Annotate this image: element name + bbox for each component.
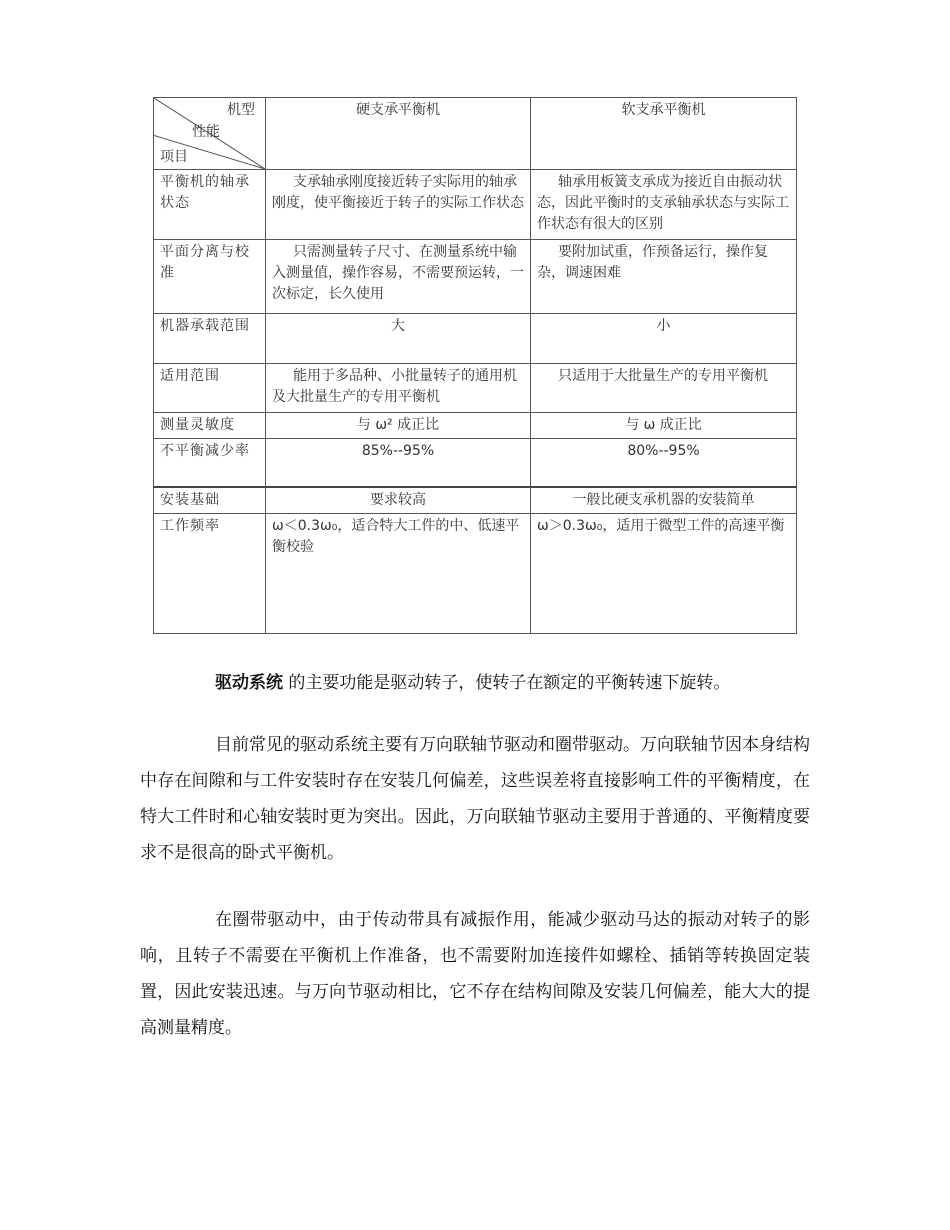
row-soft-cell: 小 <box>531 314 797 364</box>
row-soft-cell: 一般比硬支承机器的安装简单 <box>531 487 797 514</box>
row-label: 测量灵敏度 <box>154 413 266 439</box>
row-soft-cell: 只适用于大批量生产的专用平衡机 <box>531 364 797 413</box>
header-hard-support: 硬支承平衡机 <box>266 98 531 170</box>
row-hard-cell: 大 <box>266 314 531 364</box>
diagonal-header-cell <box>154 98 266 170</box>
row-label: 机器承载范围 <box>154 314 266 364</box>
row-hard-cell: 能用于多品种、小批量转子的通用机及大批量生产的专用平衡机 <box>266 364 531 413</box>
header-model-label: 机型 <box>227 102 255 118</box>
table-row <box>154 364 797 413</box>
table-row <box>154 240 797 314</box>
comparison-table-wrapper <box>153 97 796 634</box>
row-soft-cell: 要附加试重，作预备运行，操作复杂，调速困难 <box>531 240 797 314</box>
row-label: 工作频率 <box>154 513 266 633</box>
table-row <box>154 170 797 240</box>
row-soft-cell: 轴承用板簧支承成为接近自由振动状态，因此平衡时的支承轴承状态与实际工作状态有很大的区别 <box>531 170 797 240</box>
row-label: 平衡机的轴承状态 <box>154 170 266 240</box>
row-soft-cell: 与 ω 成正比 <box>531 413 797 439</box>
row-label: 平面分离与校准 <box>154 240 266 314</box>
table-row <box>154 413 797 439</box>
drive-system-term: 驱动系统 <box>215 673 283 693</box>
paragraph-1 <box>140 665 810 701</box>
row-hard-cell: 支承轴承刚度接近转子实际用的轴承刚度，使平衡接近于转子的实际工作状态 <box>266 170 531 240</box>
row-label: 不平衡减少率 <box>154 439 266 487</box>
header-item-label: 项目 <box>160 149 188 165</box>
table-header-row <box>154 98 797 170</box>
row-label: 安装基础 <box>154 487 266 514</box>
header-performance-label: 性能 <box>192 124 220 140</box>
row-soft-cell: 80%--95% <box>531 439 797 487</box>
paragraph-2: 目前常见的驱动系统主要有万向联轴节驱动和圈带驱动。万向联轴节因本身结构中存在间隙和与工件安装时存在安装几何偏差，这些误差将直接影响工件的平衡精度，在特大工件时和心轴安装时更为突出。因此，万向联轴节驱动主要用于普通的、平衡精度要求不是很高的卧式平衡机。 <box>140 735 810 863</box>
table-row <box>154 314 797 364</box>
header-soft-support: 软支承平衡机 <box>531 98 797 170</box>
table-row <box>154 487 797 514</box>
row-label: 适用范围 <box>154 364 266 413</box>
row-hard-cell: ω＜0.3ω₀，适合特大工件的中、低速平衡校验 <box>266 513 531 633</box>
paragraph-common-drives <box>140 727 810 871</box>
paragraph-drive-system <box>140 665 810 701</box>
paragraph-3: 在圈带驱动中，由于传动带具有减振作用，能减少驱动马达的振动对转子的影响，且转子不需要在平衡机上作准备，也不需要附加连接件如螺栓、插销等转换固定装置，因此安装迅速。与万向节驱动相比，它不存在结构间隙及安装几何偏差，能大大的提高测量精度。 <box>140 910 810 1038</box>
table-row <box>154 513 797 633</box>
row-hard-cell: 85%--95% <box>266 439 531 487</box>
paragraph-1-text: 的主要功能是驱动转子，使转子在额定的平衡转速下旋转。 <box>283 673 731 693</box>
row-hard-cell: 与 ω² 成正比 <box>266 413 531 439</box>
row-hard-cell: 只需测量转子尺寸、在测量系统中输入测量值，操作容易，不需要预运转，一次标定，长久使用 <box>266 240 531 314</box>
comparison-table <box>153 97 797 634</box>
row-soft-cell: ω＞0.3ω₀，适用于微型工件的高速平衡 <box>531 513 797 633</box>
row-hard-cell: 要求较高 <box>266 487 531 514</box>
table-row <box>154 439 797 487</box>
paragraph-belt-drive <box>140 902 810 1046</box>
